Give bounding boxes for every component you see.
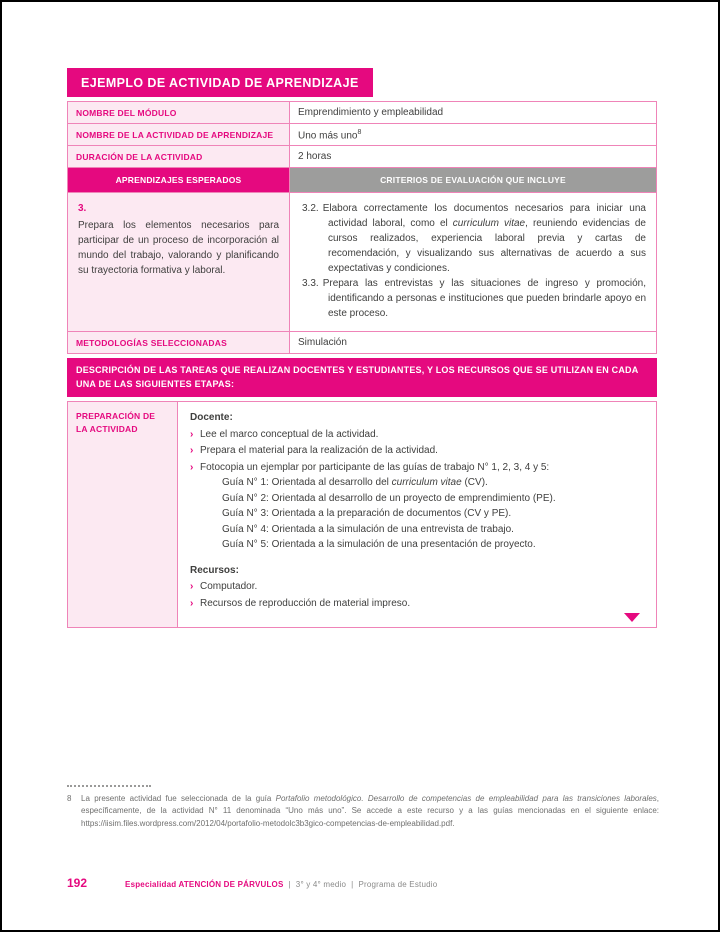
criterion-number: 3.2. <box>302 203 319 215</box>
list-item <box>190 579 644 595</box>
methodologies-value: Simulación <box>298 336 347 348</box>
recurso-item-text: Computador. <box>200 581 258 593</box>
table-row <box>68 193 656 332</box>
page-number: 192 <box>67 876 88 890</box>
activity-name-value: Uno más uno$^8$ <box>298 128 362 141</box>
guia-item <box>190 506 644 522</box>
recursos-section-title: Recursos: <box>190 564 239 576</box>
preparation-content-cell <box>178 402 656 627</box>
criteria-cell <box>290 193 656 331</box>
guia-item <box>190 491 644 507</box>
criterion-number: 3.3. <box>302 278 319 290</box>
activity-document <box>67 68 657 628</box>
guia-text: Guía N° 2: Orientada al desarrollo de un proyecto de emprendimiento (PE). <box>222 492 556 504</box>
docente-item-text: Fotocopia un ejemplar por participante de las guías de trabajo N° 1, 2, 3, 4 y 5: <box>200 461 550 473</box>
bullet-icon: › <box>190 461 194 473</box>
criterion-text: Prepara las entrevistas y las situaciones de ingreso y promoción, identificando a personas e instituciones que pueden brindarle apoyo en este proceso. <box>322 278 646 320</box>
guia-item <box>190 475 644 491</box>
table-row <box>68 102 656 124</box>
list-item <box>190 460 644 476</box>
learning-text: Prepara los elementos necesarios para participar de un proceso de incorporación al mundo del trabajo, valorando y planificando su trayectoria formativa y laboral. <box>78 220 279 277</box>
activity-info-table <box>67 101 657 354</box>
table-row <box>68 402 656 627</box>
bullet-icon: › <box>190 445 194 457</box>
module-name-value: Emprendimiento y empleabilidad <box>298 106 444 118</box>
footnote-number: 8 <box>67 794 72 803</box>
guia-text: Guía N° 5: Orientada a la simulación de una presentación de proyecto. <box>222 539 536 551</box>
footer-separator: | <box>351 880 354 889</box>
docente-item-text: Lee el marco conceptual de la actividad. <box>200 428 379 440</box>
footnote <box>67 793 659 830</box>
footer-specialty: Especialidad ATENCIÓN DE PÁRVULOS <box>125 880 284 889</box>
table-row <box>68 146 656 168</box>
criterion-italic-text: curriculum vitae <box>452 218 526 230</box>
criterion-text: Elabora correctamente los documentos necesarios para iniciar una actividad laboral, como el <box>322 203 646 230</box>
guia-text: (CV). <box>461 477 488 489</box>
learning-number: 3. <box>78 203 87 215</box>
footer-meta <box>125 880 437 889</box>
continuation-arrow-icon <box>624 613 640 622</box>
page-title: EJEMPLO DE ACTIVIDAD DE APRENDIZAJE <box>67 68 373 97</box>
bullet-icon: › <box>190 597 194 609</box>
guia-text: Guía N° 1: Orientada al desarrollo del <box>222 477 392 489</box>
docente-section-title: Docente: <box>190 412 233 424</box>
table-row <box>68 332 656 353</box>
bullet-icon: › <box>190 428 194 440</box>
guia-text: Guía N° 4: Orientada a la simulación de una entrevista de trabajo. <box>222 523 514 535</box>
list-item <box>190 443 644 459</box>
footnote-text: La presente actividad fue seleccionada de la guía Portafolio metodológico. Desarrollo de competencias de empleabilidad para las transiciones laborales, específicamente, de la actividad N° 11 denominada “Uno más uno”. Se accede a este recurso y a las guías mencionadas en el siguiente enlace: https://iisim.files.wordpress.com/2012/04/portafolio-metodolc3b3gico-competencias-de-empleabilidad.pdf. <box>81 794 659 828</box>
recurso-item-text: Recursos de reproducción de material impreso. <box>200 597 411 609</box>
footer-separator: | <box>288 880 291 889</box>
preparation-stage-label: PREPARACIÓN DE LA ACTIVIDAD <box>68 402 178 627</box>
guia-item <box>190 522 644 538</box>
guia-text: Guía N° 3: Orientada a la preparación de documentos (CV y PE). <box>222 508 512 520</box>
methodologies-label: METODOLOGÍAS SELECCIONADAS <box>68 332 290 353</box>
criterion-item <box>302 276 646 321</box>
list-item <box>190 596 644 612</box>
tasks-description-banner: DESCRIPCIÓN DE LAS TAREAS QUE REALIZAN DOCENTES Y ESTUDIANTES, Y LOS RECURSOS QUE SE UTILIZAN EN CADA UNA DE LAS SIGUIENTES ETAPAS: <box>67 358 657 397</box>
table-header-row <box>68 168 656 193</box>
module-name-label: NOMBRE DEL MÓDULO <box>68 102 290 123</box>
evaluation-criteria-header: CRITERIOS DE EVALUACIÓN QUE INCLUYE <box>290 168 656 192</box>
criterion-text: , reuniendo evidencias de cursos realizados, experiencia laboral previa y cartas de recomendación, y visualizando sus alternativas de acuerdo a sus expectativas y condiciones. <box>328 218 646 275</box>
guia-italic-text: curriculum vitae <box>391 477 462 489</box>
footnote-divider <box>67 785 151 787</box>
duration-value: 2 horas <box>298 150 332 162</box>
criterion-item <box>302 201 646 276</box>
footer-program: Programa de Estudio <box>358 880 438 889</box>
footnote-link[interactable]: https://iisim.files.wordpress.com/2012/04/portafolio-metodolc3b3gico-competencias-de-empleabilidad.pdf <box>81 818 453 828</box>
footnote-block <box>67 785 659 830</box>
footnote-italic-text: Portafolio metodológico. Desarrollo de competencias de empleabilidad para las transiciones laborales <box>275 794 657 803</box>
footer-grade: 3° y 4° medio <box>295 880 347 889</box>
expected-learning-cell <box>68 193 290 331</box>
table-row <box>68 124 656 146</box>
list-item <box>190 427 644 443</box>
preparation-table <box>67 401 657 628</box>
expected-learnings-header: APRENDIZAJES ESPERADOS <box>68 168 290 192</box>
guia-item <box>190 537 644 553</box>
page-footer <box>67 876 659 890</box>
footnote-reference: 8 <box>357 128 362 136</box>
bullet-icon: › <box>190 581 194 593</box>
duration-label: DURACIÓN DE LA ACTIVIDAD <box>68 146 290 167</box>
docente-item-text: Prepara el material para la realización de la actividad. <box>200 445 438 457</box>
activity-name-label: NOMBRE DE LA ACTIVIDAD DE APRENDIZAJE <box>68 124 290 145</box>
